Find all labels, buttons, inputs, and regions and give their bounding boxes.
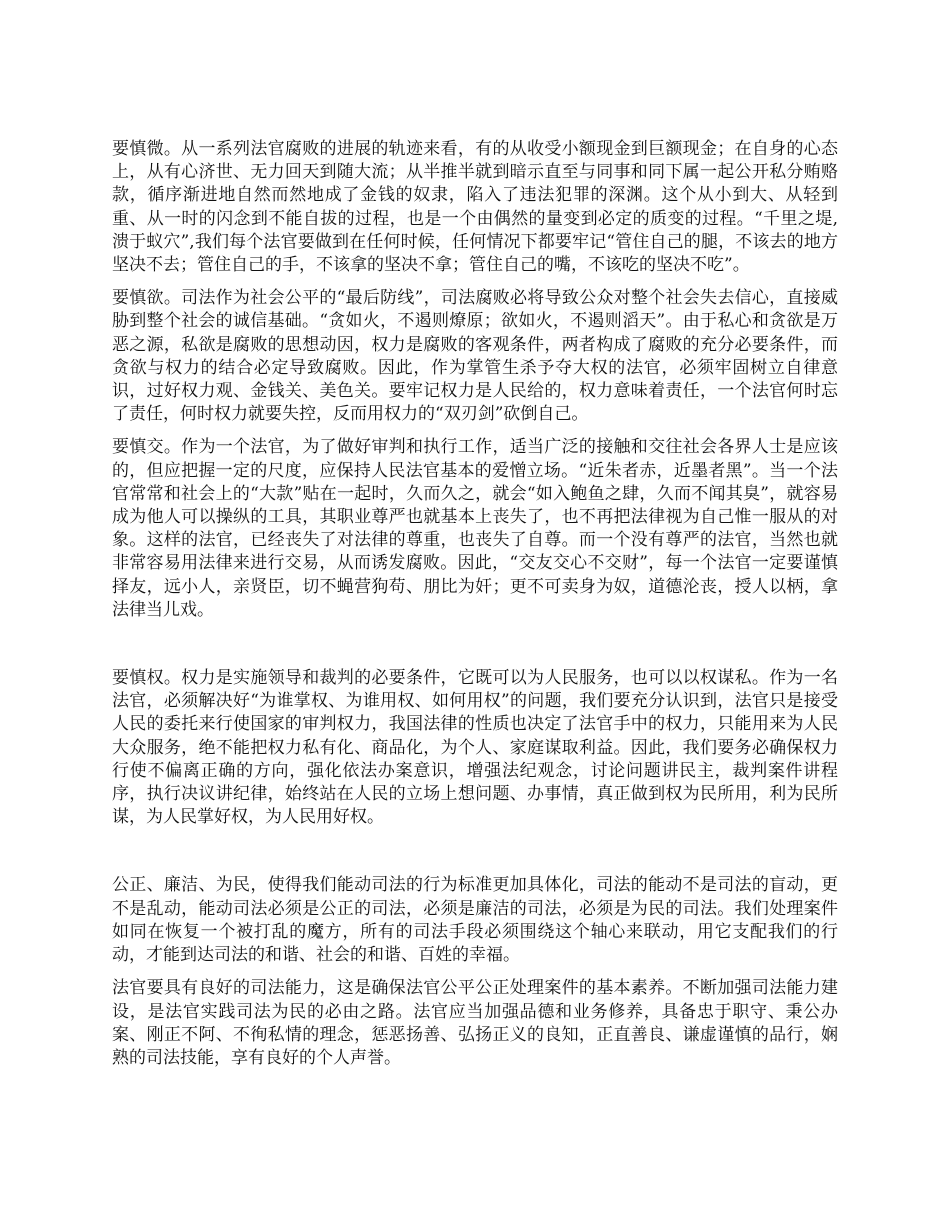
document-body	[112, 138, 838, 1070]
paragraph-spacer	[112, 277, 838, 287]
paragraph-spacer-large	[112, 622, 838, 667]
paragraph-sifa-nengli: 法官要具有良好的司法能力，这是确保法官公平公正处理案件的基本素养。不断加强司法能力建设，是法官实践司法为民的必由之路。法官应当加强品德和业务修养，具备忠于职守、秉公办案、刚正不阿、不徇私情的理念，惩恶扬善、弘扬正义的良知，正直善良、谦虚谨慎的品行，娴熟的司法技能，享有良好的个人声誉。	[112, 978, 838, 1068]
paragraph-spacer	[112, 967, 838, 977]
paragraph-spacer-large	[112, 829, 838, 874]
paragraph-shen-jiao: 要慎交。作为一个法官，为了做好审判和执行工作，适当广泛的接触和交往社会各界人士是应该的，但应把握一定的尺度，应保持人民法官基本的爱憎立场。“近朱者赤，近墨者黑”。当一个法官常常和社会上的“大款”贴在一起时，久而久之，就会“如入鲍鱼之肆，久而不闻其臭”，就容易成为他人可以操纵的工具，其职业尊严也就基本上丧失了，也不再把法律视为自己惟一服从的对象。这样的法官，已经丧失了对法律的尊重，也丧失了自尊。而一个没有尊严的法官，当然也就非常容易用法律来进行交易，从而诱发腐败。因此，“交友交心不交财”，每一个法官一定要谨慎择友，远小人，亲贤臣，切不蝇营狗苟、朋比为奸；更不可卖身为奴，道德沦丧，授人以柄，拿法律当儿戏。	[112, 437, 838, 620]
paragraph-shen-quan: 要慎权。权力是实施领导和裁判的必要条件，它既可以为人民服务，也可以以权谋私。作为一名法官，必须解决好“为谁掌权、为谁用权、如何用权”的问题，我们要充分认识到，法官只是接受人民的委托来行使国家的审判权力，我国法律的性质也决定了法官手中的权力，只能用来为人民大众服务，绝不能把权力私有化、商品化，为个人、家庭谋取利益。因此，我们要务必确保权力行使不偏离正确的方向，强化依法办案意识，增强法纪观念，讨论问题讲民主，裁判案件讲程序，执行决议讲纪律，始终站在人民的立场上想问题、办事情，真正做到权为民所用，利为民所谋，为人民掌好权，为人民用好权。	[112, 668, 838, 828]
paragraph-shen-yu: 要慎欲。司法作为社会公平的“最后防线”，司法腐败必将导致公众对整个社会失去信心，直接威胁到整个社会的诚信基础。“贪如火，不遏则燎原；欲如火，不遏则滔天”。由于私心和贪欲是万恶之源，私欲是腐败的思想动因，权力是腐败的客观条件，两者构成了腐败的充分必要条件，而贪欲与权力的结合必定导致腐败。因此，作为掌管生杀予夺大权的法官，必须牢固树立自律意识，过好权力观、金钱关、美色关。要牢记权力是人民给的，权力意味着责任，一个法官何时忘了责任，何时权力就要失控，反而用权力的“双刃剑”砍倒自己。	[112, 288, 838, 425]
paragraph-spacer	[112, 426, 838, 436]
paragraph-gongzheng-lianjie-weimin: 公正、廉洁、为民，使得我们能动司法的行为标准更加具体化，司法的能动不是司法的盲动，更不是乱动，能动司法必须是公正的司法，必须是廉洁的司法，必须是为民的司法。我们处理案件如同在恢复一个被打乱的魔方，所有的司法手段必须围绕这个轴心来联动，用它支配我们的行动，才能到达司法的和谐、社会的和谐、百姓的幸福。	[112, 875, 838, 966]
paragraph-shen-wei: 要慎微。从一系列法官腐败的进展的轨迹来看，有的从收受小额现金到巨额现金；在自身的心态上，从有心济世、无力回天到随大流；从半推半就到暗示直至与同事和同下属一起公开私分贿赂款，循序渐进地自然而然地成了金钱的奴隶，陷入了违法犯罪的深渊。这个从小到大、从轻到重、从一时的闪念到不能自拔的过程，也是一个由偶然的量变到必定的质变的过程。“千里之堤,溃于蚁穴”,我们每个法官要做到在任何时候，任何情况下都要牢记“管住自己的腿，不该去的地方坚决不去；管住自己的手，不该拿的坚决不拿；管住自己的嘴，不该吃的坚决不吃”。	[112, 139, 838, 276]
